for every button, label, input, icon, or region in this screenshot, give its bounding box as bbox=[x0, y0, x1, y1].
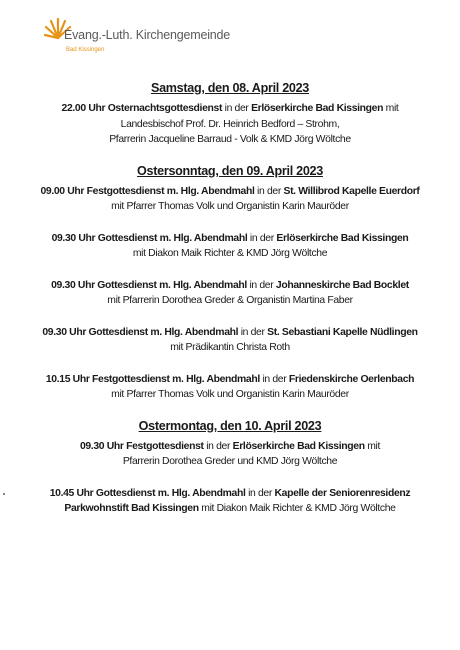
service-participants: mit Pfarrer Thomas Volk und Organistin Karin Mauröder bbox=[111, 389, 349, 400]
service-time-title: 10.15 Uhr Festgottesdienst m. Hlg. Abendmahl bbox=[45, 373, 260, 385]
service-place: Friedenskirche Oerlenbach bbox=[288, 373, 415, 385]
service-participants: mit Diakon Maik Richter & KMD Jörg Wöltche bbox=[132, 248, 328, 259]
day-heading: Ostermontag, den 10. April 2023 bbox=[138, 418, 322, 433]
service-entry bbox=[0, 231, 460, 262]
service-entry bbox=[0, 184, 460, 215]
scan-mark bbox=[3, 493, 5, 495]
service-time-title: 09.00 Uhr Festgottesdienst m. Hlg. Abendmahl bbox=[40, 185, 255, 197]
service-connector: in der bbox=[262, 373, 287, 385]
service-participants: Landesbischof Prof. Dr. Heinrich Bedford – Strohm, bbox=[120, 118, 340, 130]
service-place: St. Willibrod Kapelle Euerdorf bbox=[283, 185, 420, 197]
service-place: St. Sebastiani Kapelle Nüdlingen bbox=[267, 326, 418, 338]
service-time-title: 09.30 Uhr Gottesdienst m. Hlg. Abendmahl bbox=[51, 279, 247, 291]
service-time-title: 09.30 Uhr Gottesdienst m. Hlg. Abendmahl bbox=[51, 232, 248, 244]
service-connector: mit bbox=[385, 103, 399, 114]
service-entry bbox=[0, 372, 460, 403]
service-participants: mit Diakon Maik Richter & KMD Jörg Wöltche bbox=[201, 503, 396, 514]
service-connector: in der bbox=[249, 279, 274, 291]
service-entry bbox=[0, 278, 460, 309]
service-place: Erlöserkirche Bad Kissingen bbox=[251, 103, 384, 114]
service-time-title: 10.45 Uhr Gottesdienst m. Hlg. Abendmahl bbox=[49, 487, 246, 499]
service-entry bbox=[0, 439, 460, 470]
service-place: Parkwohnstift Bad Kissingen bbox=[64, 503, 199, 514]
service-place: Erlöserkirche Bad Kissingen bbox=[232, 440, 365, 452]
day-heading: Ostersonntag, den 09. April 2023 bbox=[137, 163, 323, 178]
service-connector: in der bbox=[240, 326, 265, 338]
service-entry bbox=[0, 486, 460, 517]
service-participants: mit Pfarrerin Dorothea Greder & Organistin Martina Faber bbox=[107, 295, 353, 306]
service-schedule bbox=[0, 76, 460, 533]
service-connector: in der bbox=[257, 185, 281, 197]
service-place: Johanneskirche Bad Bocklet bbox=[275, 279, 409, 291]
service-place: Erlöserkirche Bad Kissingen bbox=[276, 232, 409, 244]
organization-town: Bad Kissingen bbox=[66, 47, 105, 53]
service-connector: mit bbox=[367, 440, 381, 452]
service-connector: in der bbox=[224, 103, 249, 114]
service-entry bbox=[0, 325, 460, 356]
service-participants: Pfarrerin Dorothea Greder und KMD Jörg Wöltche bbox=[122, 456, 338, 467]
service-participants: Pfarrerin Jacqueline Barraud - Volk & KMD Jörg Wöltche bbox=[109, 134, 351, 145]
service-time-title: 09.30 Uhr Gottesdienst m. Hlg. Abendmahl bbox=[42, 326, 239, 338]
service-connector: in der bbox=[206, 440, 231, 452]
organization-name: Evang.-Luth. Kirchengemeinde bbox=[64, 28, 231, 42]
service-participants: mit Pfarrer Thomas Volk und Organistin Karin Mauröder bbox=[111, 201, 349, 212]
service-participants: mit Prädikantin Christa Roth bbox=[170, 342, 290, 353]
service-place: Kapelle der Seniorenresidenz bbox=[274, 487, 411, 499]
church-logo bbox=[44, 16, 231, 62]
day-heading: Samstag, den 08. April 2023 bbox=[150, 81, 310, 95]
service-connector: in der bbox=[248, 487, 272, 499]
service-entry bbox=[0, 101, 460, 148]
service-time-title: 09.30 Uhr Festgottesdienst bbox=[79, 440, 204, 452]
service-connector: in der bbox=[249, 232, 274, 244]
service-time-title: 22.00 Uhr Osternachtsgottesdienst bbox=[61, 103, 223, 114]
